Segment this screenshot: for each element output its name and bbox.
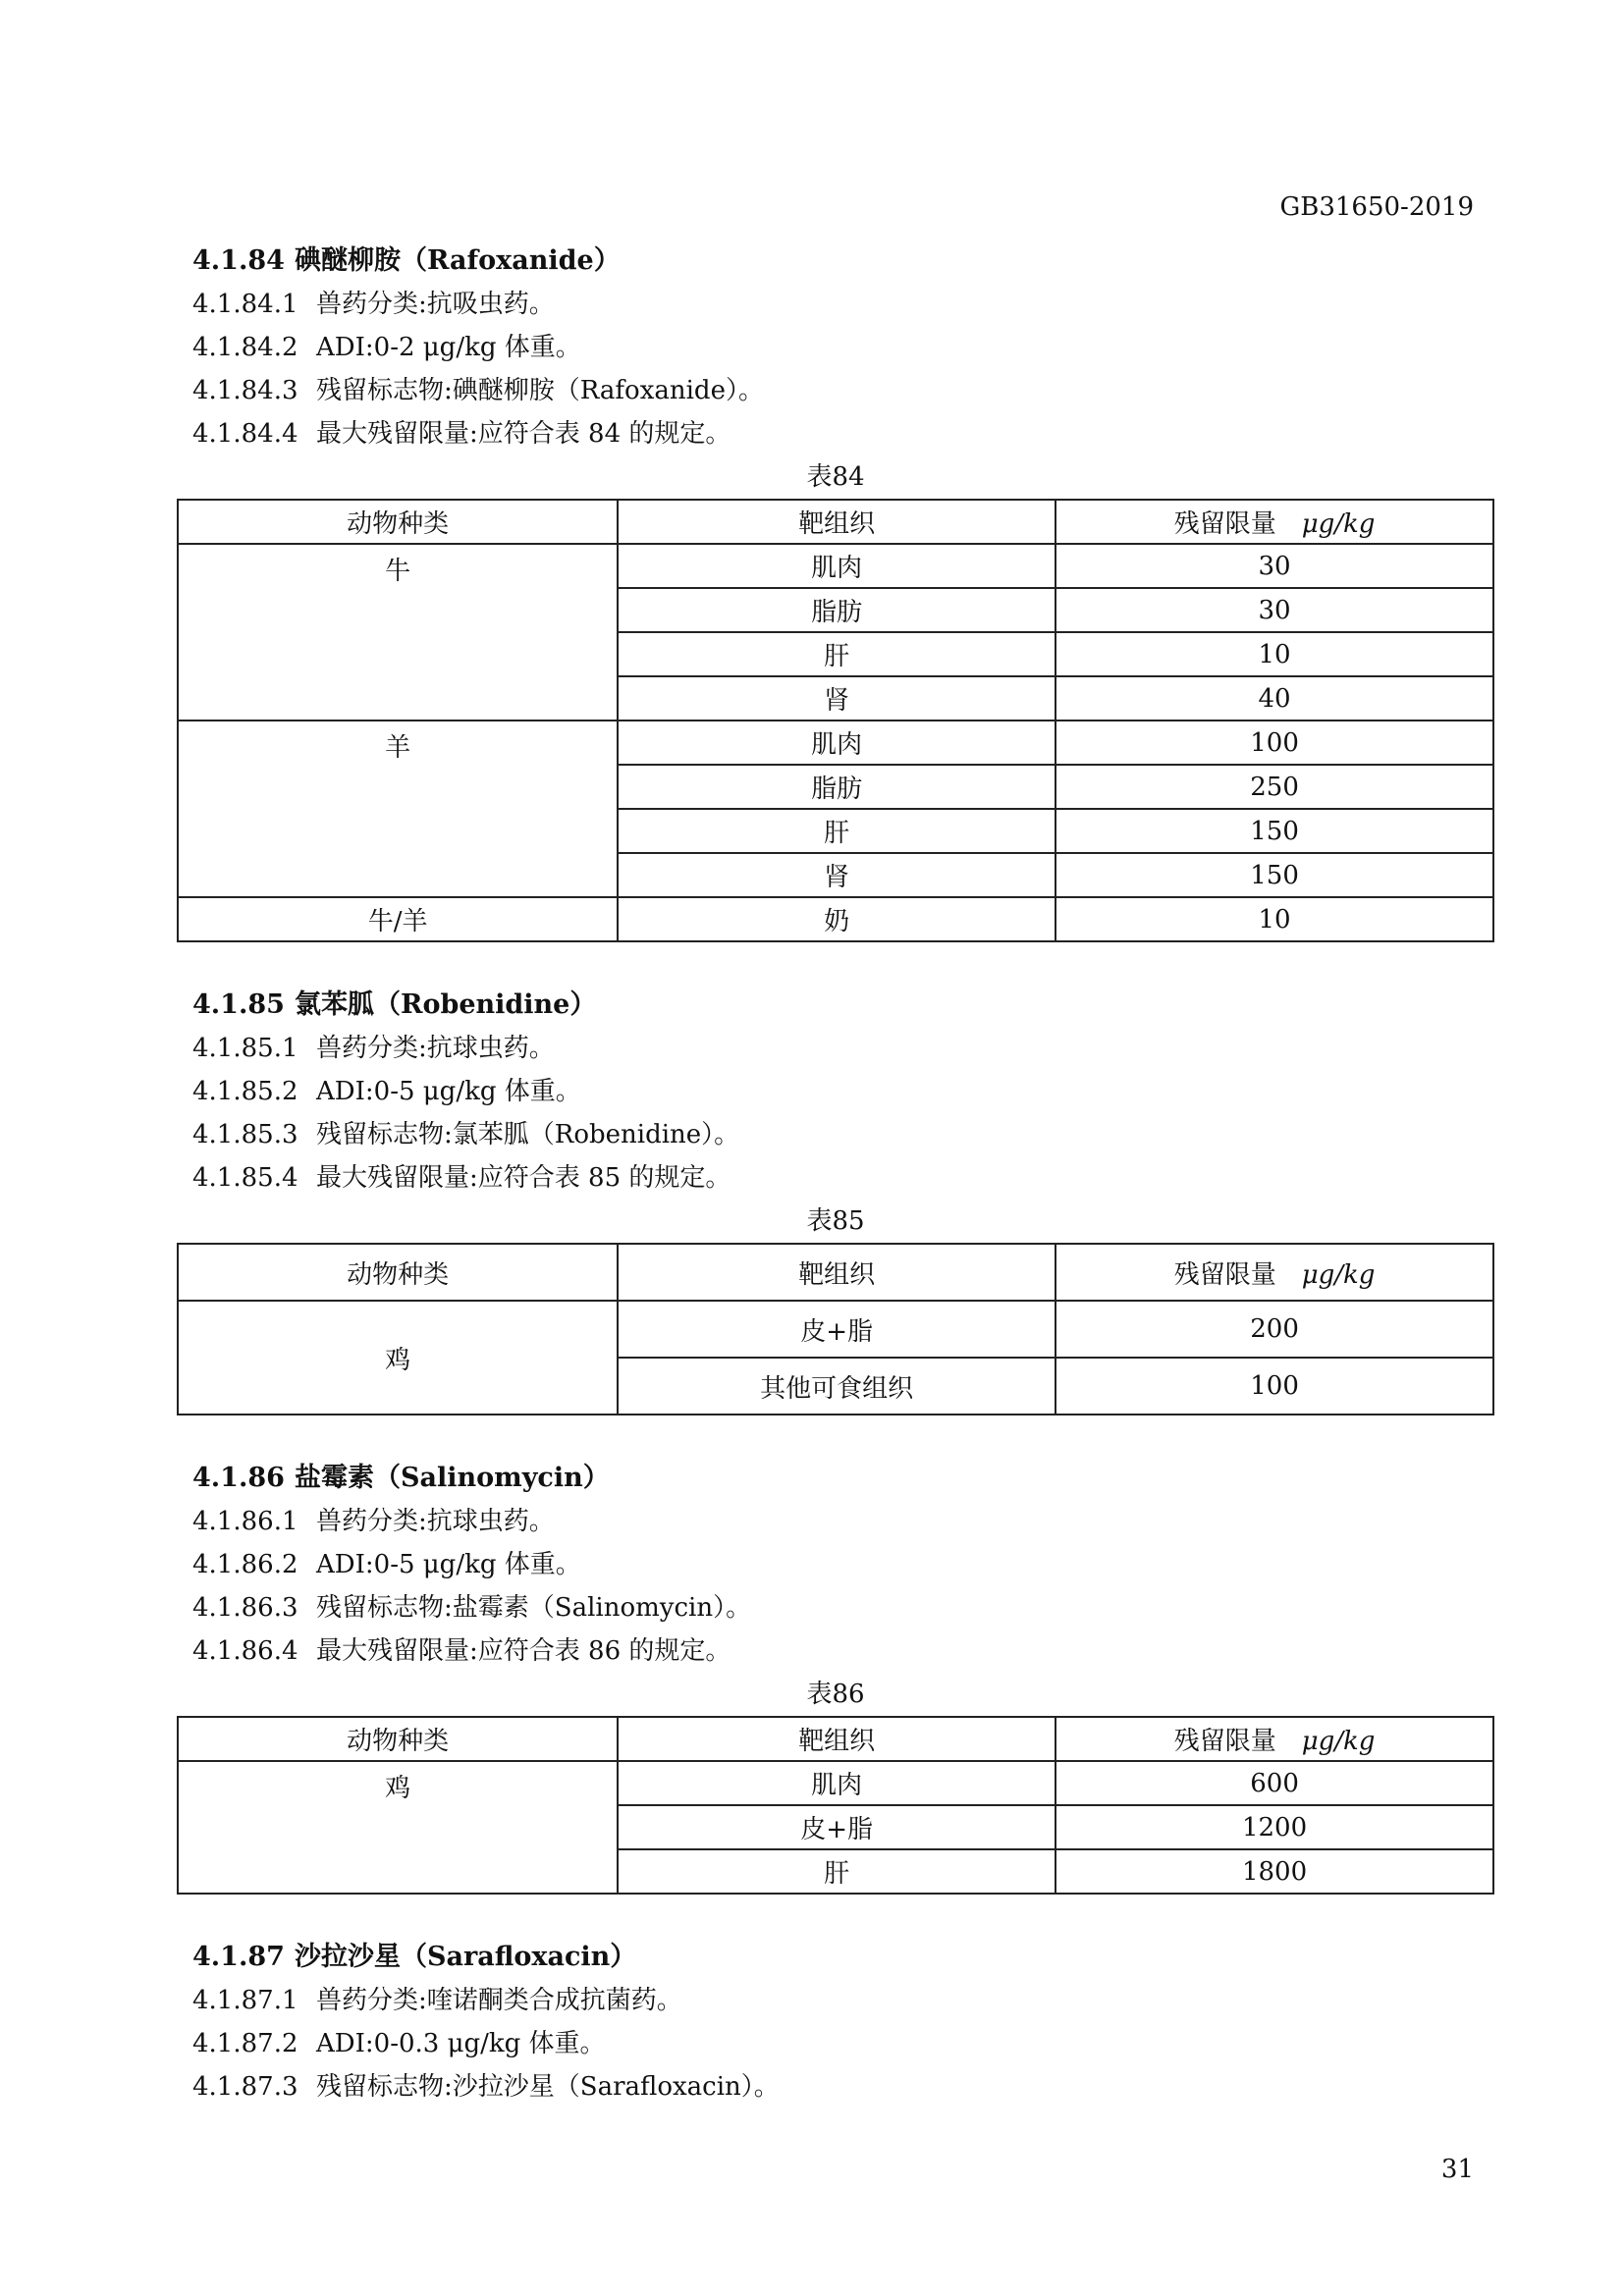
header-limit-unit: μg/kg [1301,1259,1376,1290]
table-row [178,721,1493,765]
limit-cell: 10 [1056,897,1493,941]
header-animal: 动物种类 [178,500,618,544]
limit-cell: 200 [1056,1301,1493,1358]
section-4-1-87 [177,1936,1494,2109]
page-number: 31 [1440,2155,1474,2184]
header-limit-unit: μg/kg [1301,509,1376,539]
header-limit [1056,1244,1493,1301]
header-tissue: 靶组织 [618,1717,1056,1761]
clause-text: 残留标志物:沙拉沙星（Sarafloxacin）。 [316,2072,780,2102]
section-heading [177,1936,1494,1979]
limit-cell: 100 [1056,721,1493,765]
table-caption: 表86 [806,1680,865,1709]
tissue-cell: 肌肉 [618,544,1056,588]
clause-number: 4.1.85.3 [192,1120,298,1149]
header-animal: 动物种类 [178,1717,618,1761]
clause [177,2065,1494,2109]
section-4-1-84 [177,240,1494,984]
residue-table-85 [177,1243,1494,1415]
header-limit-label: 残留限量 [1173,509,1276,539]
animal-cell: 鸡 [178,1761,618,1894]
clause-text: ADI:0-2 μg/kg 体重。 [316,333,581,362]
section-number: 4.1.87 [192,1942,285,1972]
table-header-row [178,1244,1493,1301]
document-code: GB31650-2019 [1279,192,1474,222]
clause-text: 兽药分类:抗球虫药。 [316,1507,555,1536]
clause [177,2022,1494,2065]
clause-number: 4.1.84.1 [192,290,298,319]
tissue-cell: 肌肉 [618,721,1056,765]
clause-text: 最大残留限量:应符合表 85 的规定。 [316,1163,731,1193]
clause-text: 兽药分类:喹诺酮类合成抗菌药。 [316,1986,682,2015]
clause-number: 4.1.84.4 [192,419,298,449]
section-heading [177,984,1494,1027]
header-animal: 动物种类 [178,1244,618,1301]
clause-number: 4.1.85.4 [192,1163,298,1193]
tissue-cell: 其他可食组织 [618,1358,1056,1415]
limit-cell: 600 [1056,1761,1493,1805]
residue-table-84 [177,499,1494,942]
limit-cell: 100 [1056,1358,1493,1415]
clause-number: 4.1.84.2 [192,333,298,362]
clause-text: ADI:0-0.3 μg/kg 体重。 [316,2029,606,2058]
clause-number: 4.1.85.1 [192,1034,298,1063]
limit-cell: 10 [1056,632,1493,676]
tissue-cell: 肾 [618,676,1056,721]
clause [177,1543,1494,1586]
table-row [178,1301,1493,1358]
section-number: 4.1.85 [192,989,285,1020]
section-name: 氯苯胍（Robenidine） [295,989,597,1020]
animal-cell: 牛/羊 [178,897,618,941]
residue-table-86 [177,1716,1494,1895]
clause-number: 4.1.86.2 [192,1550,298,1579]
clause [177,1027,1494,1070]
clause [177,1070,1494,1113]
clause [177,283,1494,326]
section-4-1-86 [177,1457,1494,1936]
clause [177,1586,1494,1629]
tissue-cell: 脂肪 [618,588,1056,632]
header-limit [1056,500,1493,544]
header-limit [1056,1717,1493,1761]
section-name: 碘醚柳胺（Rafoxanide） [295,245,621,276]
clause-text: ADI:0-5 μg/kg 体重。 [316,1077,581,1106]
tissue-cell: 皮+脂 [618,1805,1056,1849]
tissue-cell: 肌肉 [618,1761,1056,1805]
header-limit-label: 残留限量 [1173,1727,1276,1756]
tissue-cell: 肾 [618,853,1056,897]
section-heading [177,1457,1494,1500]
table-row [178,544,1493,588]
limit-cell: 30 [1056,544,1493,588]
table-header-row [178,1717,1493,1761]
clause-text: 兽药分类:抗吸虫药。 [316,290,555,319]
header-tissue: 靶组织 [618,500,1056,544]
limit-cell: 1200 [1056,1805,1493,1849]
limit-cell: 250 [1056,765,1493,809]
section-4-1-85 [177,984,1494,1457]
tissue-cell: 奶 [618,897,1056,941]
table-caption: 表85 [806,1206,865,1236]
clause [177,1113,1494,1156]
section-number: 4.1.86 [192,1463,285,1493]
animal-cell: 羊 [178,721,618,897]
clause-text: ADI:0-5 μg/kg 体重。 [316,1550,581,1579]
limit-cell: 30 [1056,588,1493,632]
clause-number: 4.1.85.2 [192,1077,298,1106]
clause-number: 4.1.87.1 [192,1986,298,2015]
limit-cell: 150 [1056,809,1493,853]
tissue-cell: 皮+脂 [618,1301,1056,1358]
section-heading [177,240,1494,283]
limit-cell: 1800 [1056,1849,1493,1894]
clause-text: 兽药分类:抗球虫药。 [316,1034,555,1063]
clause-number: 4.1.84.3 [192,376,298,405]
clause [177,1156,1494,1200]
clause [177,369,1494,412]
clause-text: 最大残留限量:应符合表 86 的规定。 [316,1636,731,1666]
clause-number: 4.1.86.1 [192,1507,298,1536]
limit-cell: 40 [1056,676,1493,721]
table-caption: 表84 [806,462,865,492]
table-row [178,897,1493,941]
section-name: 盐霉素（Salinomycin） [295,1463,610,1493]
clause-text: 残留标志物:碘醚柳胺（Rafoxanide）。 [316,376,764,405]
table-row [178,1761,1493,1805]
tissue-cell: 肝 [618,632,1056,676]
tissue-cell: 肝 [618,1849,1056,1894]
limit-cell: 150 [1056,853,1493,897]
animal-cell: 鸡 [178,1301,618,1415]
clause [177,326,1494,369]
clause-text: 最大残留限量:应符合表 84 的规定。 [316,419,731,449]
document-body [177,240,1494,2109]
header-limit-unit: μg/kg [1301,1727,1376,1756]
clause [177,1979,1494,2022]
clause [177,412,1494,455]
tissue-cell: 脂肪 [618,765,1056,809]
clause-text: 残留标志物:盐霉素（Salinomycin）。 [316,1593,752,1623]
clause-number: 4.1.86.3 [192,1593,298,1623]
clause [177,1629,1494,1673]
clause-number: 4.1.86.4 [192,1636,298,1666]
clause-text: 残留标志物:氯苯胍（Robenidine）。 [316,1120,740,1149]
animal-cell: 牛 [178,544,618,721]
clause [177,1500,1494,1543]
table-header-row [178,500,1493,544]
section-number: 4.1.84 [192,245,285,276]
header-limit-label: 残留限量 [1173,1259,1276,1290]
section-name: 沙拉沙星（Sarafloxacin） [295,1942,637,1972]
clause-number: 4.1.87.2 [192,2029,298,2058]
tissue-cell: 肝 [618,809,1056,853]
header-tissue: 靶组织 [618,1244,1056,1301]
clause-number: 4.1.87.3 [192,2072,298,2102]
